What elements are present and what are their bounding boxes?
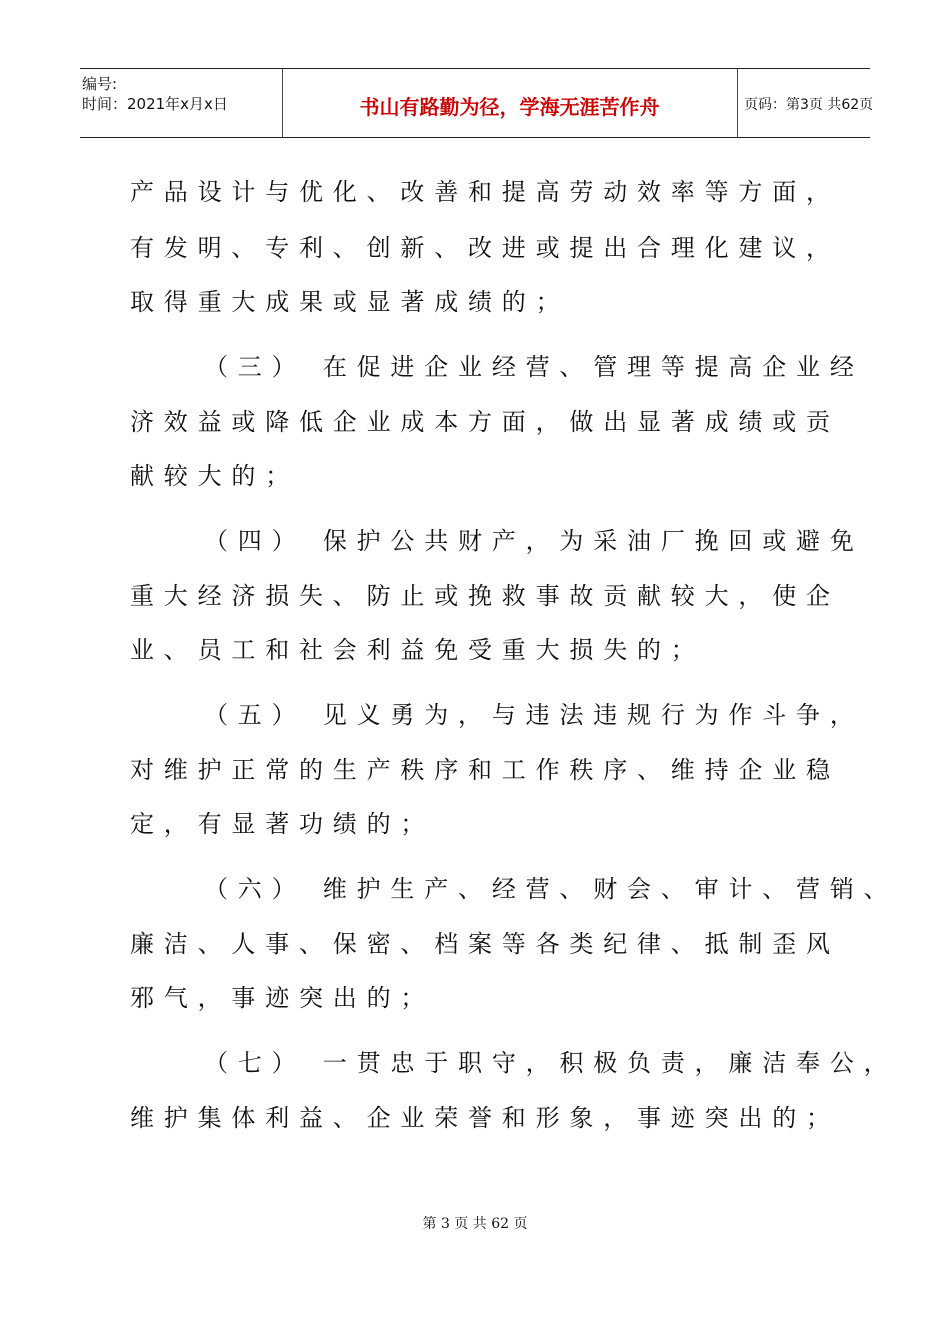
document-header [80,68,874,138]
header-meta-cell [80,69,283,137]
body-line: 邪气，事迹突出的； [130,984,435,1012]
body-line: （三） 在促进企业经营、管理等提高企业经 [204,353,864,381]
body-line: 对维护正常的生产秩序和工作秩序、维持企业稳 [130,756,840,784]
body-line: （七） 一贯忠于职守，积极负责，廉洁奉公， [204,1049,898,1077]
body-line: （四） 保护公共财产，为采油厂挽回或避免 [204,527,864,555]
body-line: 重大经济损失、防止或挽救事故贡献较大，使企 [130,582,840,610]
body-line: 维护集体利益、企业荣誉和形象，事迹突出的； [130,1104,840,1132]
body-line: 取得重大成果或显著成绩的； [130,288,570,316]
body-line: 献较大的； [130,462,299,490]
header-page-info: 页码：第3页 共62页 [744,97,874,113]
body-line: 廉洁、人事、保密、档案等各类纪律、抵制歪风 [130,930,840,958]
header-page-cell [737,69,874,137]
body-line: （五） 见义勇为，与违法违规行为作斗争， [204,701,864,729]
body-line: 定，有显著功绩的； [130,810,435,838]
document-number-label: 编号: [82,75,118,93]
document-time-label: 时间：2021年x月x日 [82,95,228,113]
body-line: （六） 维护生产、经营、财会、审计、营销、 [204,875,898,903]
body-line: 产品设计与优化、改善和提高劳动效率等方面， [130,178,840,206]
header-motto-cell [282,69,738,137]
body-line: 济效益或降低企业成本方面，做出显著成绩或贡 [130,408,840,436]
body-line: 有发明、专利、创新、改进或提出合理化建议， [130,234,840,262]
page-footer: 第 3 页 共 62 页 [422,1216,528,1232]
body-line: 业、员工和社会利益免受重大损失的； [130,636,705,664]
header-motto: 书山有路勤为径，学海无涯苦作舟 [359,95,660,119]
